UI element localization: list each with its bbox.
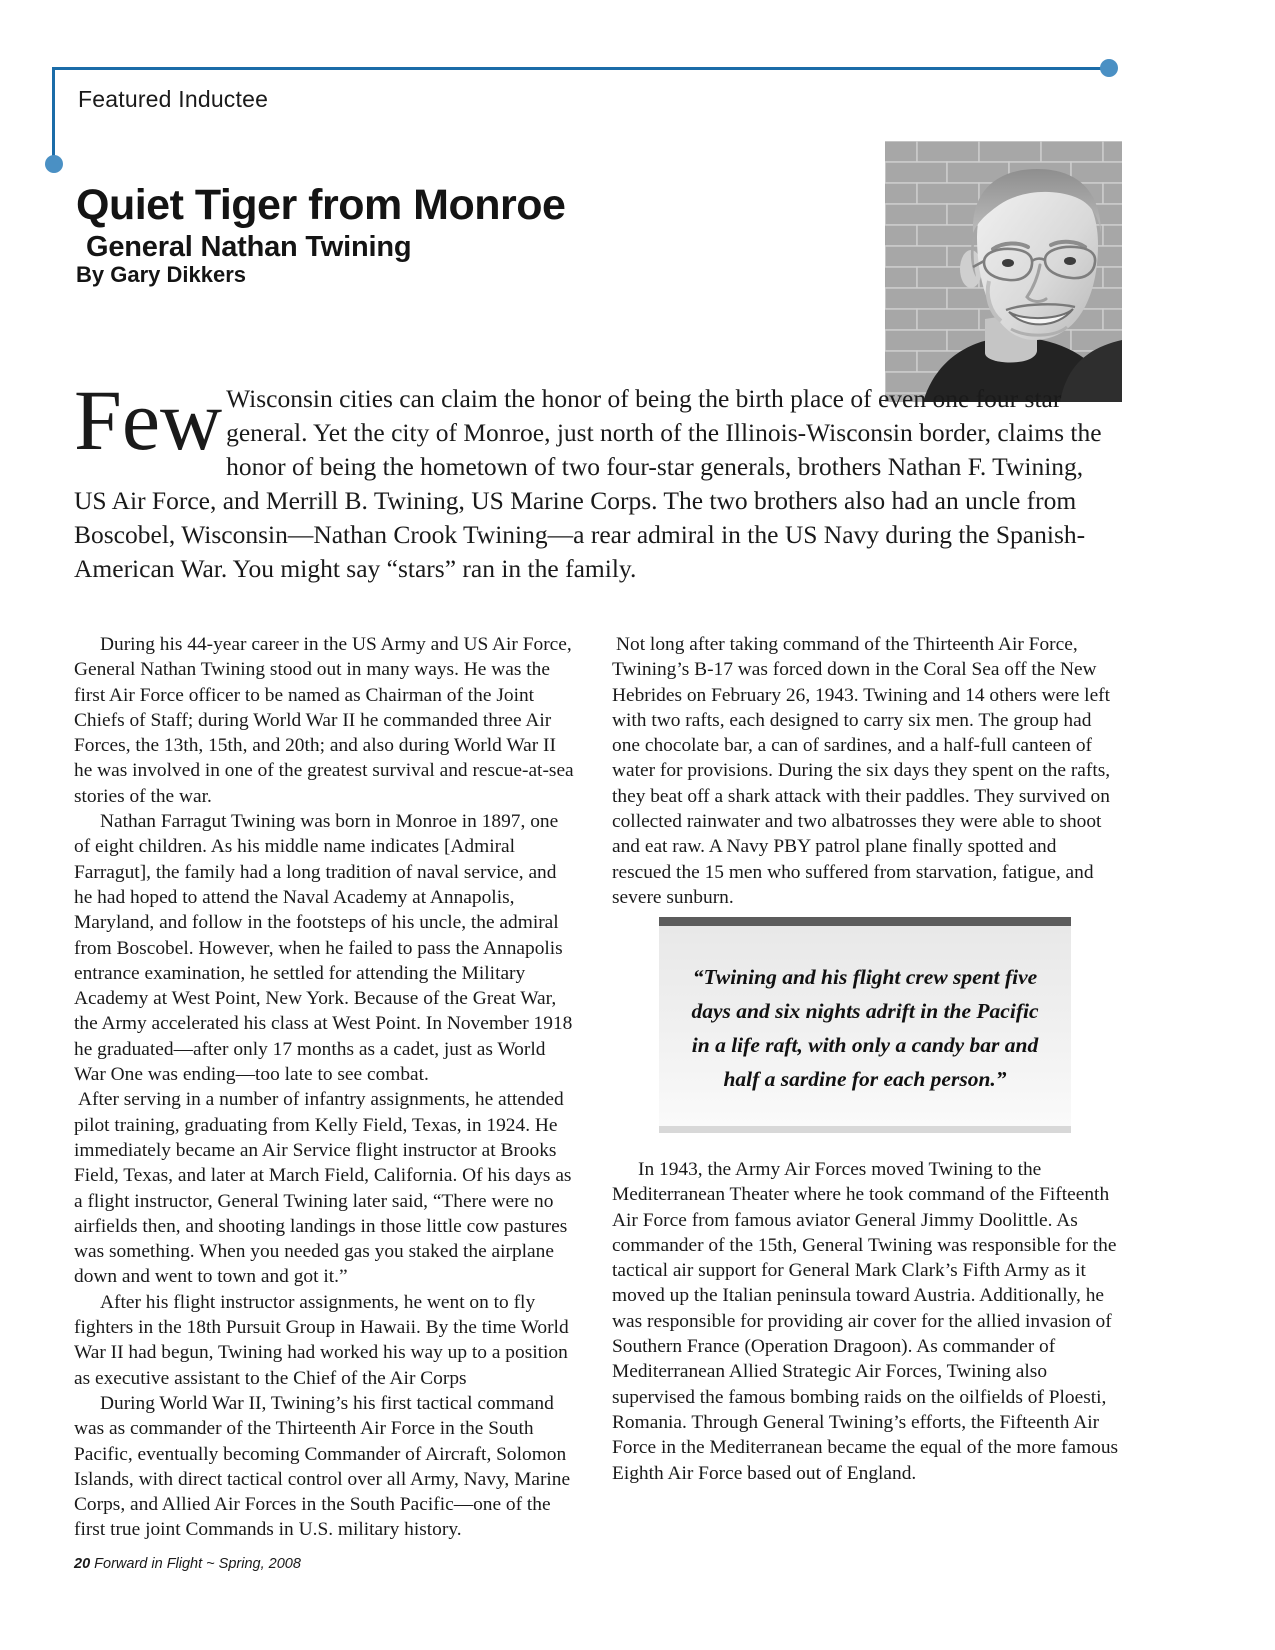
section-kicker: Featured Inductee: [78, 86, 269, 112]
page-title: Quiet Tiger from Monroe: [76, 180, 566, 229]
body-column-right-upper: [612, 632, 1117, 910]
body-column-right-lower: [612, 1157, 1124, 1486]
drop-cap: Few: [74, 372, 223, 468]
page-footer: [74, 1556, 301, 1572]
paragraph: After his flight instructor assignments, he went on to fly fighters in the 18th Pursuit Group in Hawaii. By the time World War II had begun, Twining had worked his way up to a position as executive assistant to the Chief of the Air Corps: [74, 1291, 569, 1389]
paragraph: During World War II, Twining’s his first tactical command was as commander of the Thirteenth Air Force in the South Pacific, eventually becoming Commander of Aircraft, Solomon Islands, with direct tactical control over all Army, Navy, Marine Corps, and Allied Air Forces in the South Pacific—one of the first true joint Commands in U.S. military history.: [74, 1392, 571, 1541]
page-subtitle: General Nathan Twining: [86, 231, 412, 264]
header-rule-vertical: [52, 67, 55, 163]
paragraph: In 1943, the Army Air Forces moved Twining to the Mediterranean Theater where he took command of the Fifteenth Air Force from famous aviator General Jimmy Doolittle. As commander of the 15th, General Twining was responsible for the tactical air support for General Mark Clark’s Fifth Army as it moved up the Italian peninsula toward Austria. Additionally, he was responsible for providing air cover for the allied invasion of Southern France (Operation Dragoon). As commander of Mediterranean Allied Strategic Air Forces, Twining also supervised the famous bombing raids on the oilfields of Ploesti, Romania. Through General Twining’s efforts, the Fifteenth Air Force in the Mediterranean became the equal of the more famous Eighth Air Force based out of England.: [612, 1159, 1119, 1484]
paragraph: During his 44-year career in the US Army and US Air Force, General Nathan Twining stood out in many ways. He was the first Air Force officer to be named as Chairman of the Joint Chiefs of Staff; during World War II he commanded three Air Forces, the 13th, 15th, and 20th; and also during World War II he was involved in one of the greatest survival and rescue-at-sea stories of the war.: [74, 634, 574, 807]
pull-quote-text: “Twining and his flight crew spent five days and six nights adrift in the Pacific in a life raft, with only a candy bar and half a sardine for each person.”: [659, 926, 1071, 1126]
footer-publication: Forward in Flight ~ Spring, 2008: [94, 1556, 301, 1572]
decorative-dot-left-icon: [45, 155, 63, 173]
byline: By Gary Dikkers: [76, 262, 246, 287]
footer-page-number: 20: [74, 1556, 91, 1572]
lede-paragraph: [74, 372, 1112, 586]
paragraph: Nathan Farragut Twining was born in Monroe in 1897, one of eight children. As his middle name indicates [Admiral Farragut], the family had a long tradition of naval service, and he had hoped to attend the Naval Academy at Annapolis, Maryland, and follow in the footsteps of his uncle, the admiral from Boscobel. However, when he failed to pass the Annapolis entrance examination, he settled for attending the Military Academy at West Point, New York. Because of the Great War, the Army accelerated his class at West Point. In November 1918 he graduated—after only 17 months as a cadet, just as World War One was ending—too late to see combat.: [74, 811, 573, 1086]
author-photo: [885, 141, 1122, 402]
paragraph: After serving in a number of infantry assignments, he attended pilot training, graduating from Kelly Field, Texas, in 1924. He immediately became an Air Service flight instructor at Brooks Field, Texas, and later at March Field, California. Of his days as a flight instructor, General Twining later said, “There were no airfields then, and shooting landings in those little cow pastures was something. When you needed gas you staked the airplane down and went to town and got it.”: [74, 1089, 572, 1288]
paragraph: Not long after taking command of the Thirteenth Air Force, Twining’s B-17 was forced down in the Coral Sea off the New Hebrides on February 26, 1943. Twining and 14 others were left with two rafts, each designed to carry six men. The group had one chocolate bar, a can of sardines, and a half-full canteen of water for provisions. During the six days they spent on the rafts, they beat off a shark attack with their paddles. They survived on collected rainwater and two albatrosses they were able to shoot and eat raw. A Navy PBY patrol plane finally spotted and rescued the 15 men who suffered from starvation, fatigue, and severe sunburn.: [612, 634, 1111, 908]
pull-quote-bottom-bar: [659, 1126, 1071, 1133]
header-rule-horizontal: [52, 67, 1109, 70]
decorative-dot-right-icon: [1100, 59, 1118, 77]
lede-text: Wisconsin cities can claim the honor of being the birth place of even one four star general. Yet the city of Monroe, just north of the Illinois-Wisconsin border, claims the honor of being the hometown of two four-star generals, brothers Nathan F. Twining, US Air Force, and Merrill B. Twining, US Marine Corps. The two brothers also had an uncle from Boscobel, Wisconsin—Nathan Crook Twining—a rear admiral in the US Navy during the Spanish-American War. You might say “stars” ran in the family.: [74, 384, 1102, 583]
body-column-left: [74, 632, 579, 1543]
pull-quote: [659, 917, 1071, 1133]
pull-quote-top-bar: [659, 917, 1071, 926]
